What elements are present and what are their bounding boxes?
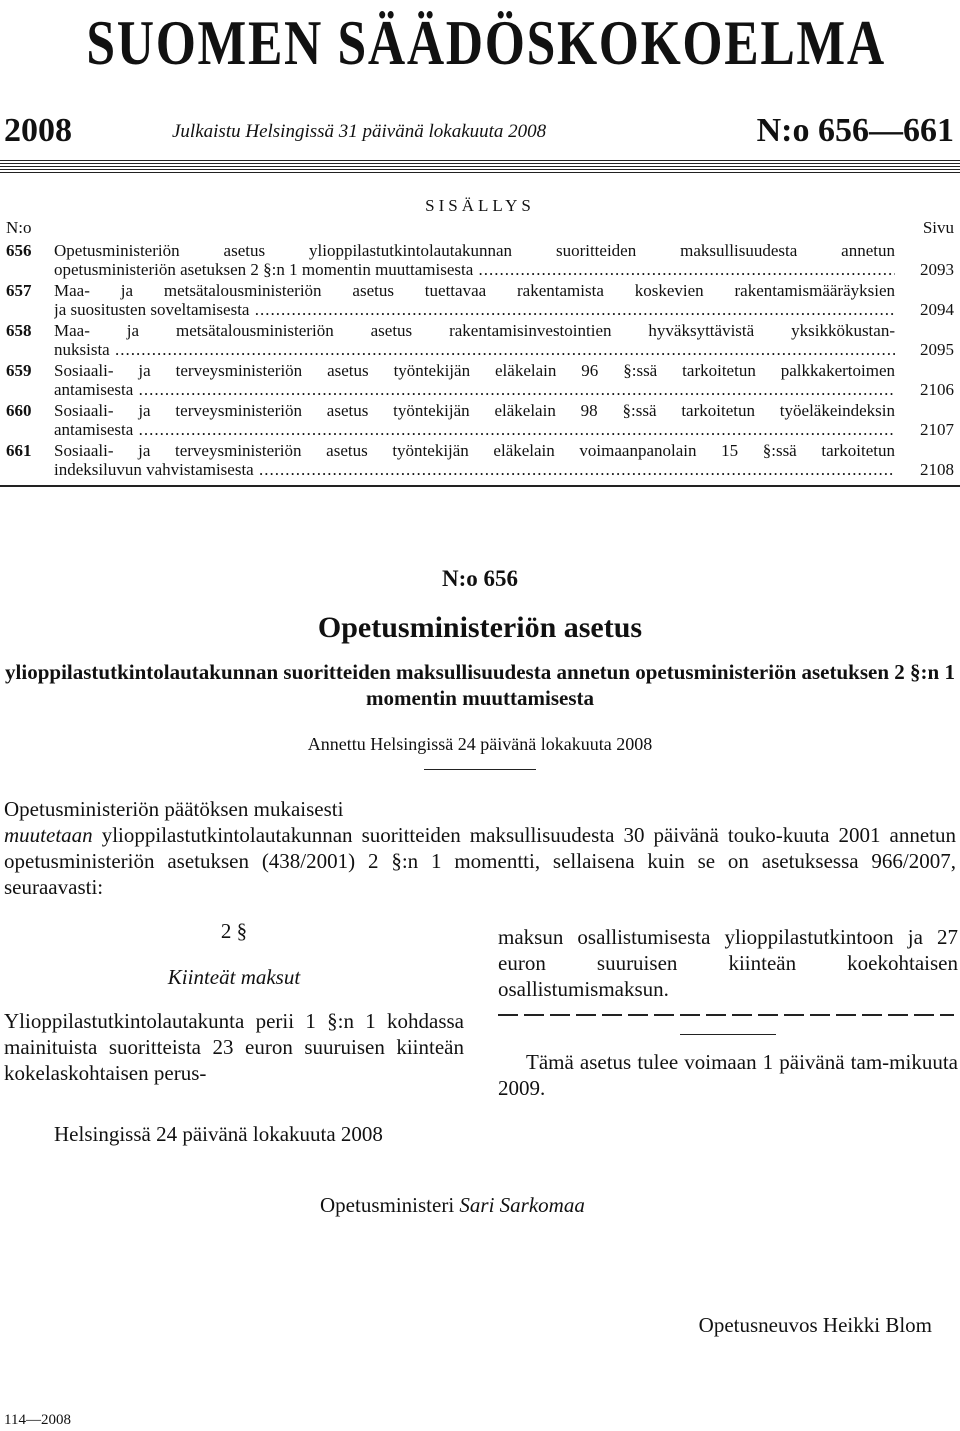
publication-year: 2008 (4, 112, 72, 149)
signing-place-date: Helsingissä 24 päivänä lokakuuta 2008 (54, 1122, 383, 1146)
minister-signature (320, 1192, 585, 1218)
toc-entry-page: 2107 (920, 420, 954, 439)
toc-entry-title: Sosiaali- ja terveysministeriön asetus työntekijän eläkelain voimaanpanolain 15 §:ssä tarkoitetun (54, 441, 895, 460)
header-rule (0, 160, 960, 178)
toc-entry-number: 656 (6, 241, 32, 260)
toc-entry-title-cont: indeksiluvun vahvistamisesta ..... (54, 460, 895, 479)
page-code: 114—2008 (4, 1412, 71, 1428)
section-heading: Kiinteät maksut (167, 965, 301, 989)
section-text: Ylioppilastutkintolautakunta perii 1 §:n 1 kohdassa mainituista suoritteista 23 euron suuruisen kiinteän kokelaskohtaisen perus- (4, 1009, 464, 1085)
table-of-contents (0, 241, 960, 481)
decree-title: Opetusministeriön asetus (317, 611, 643, 644)
masthead-title: SUOMEN SÄÄDÖSKOKOELMA (86, 8, 886, 78)
toc-entry-title: Sosiaali- ja terveysministeriön asetus työntekijän eläkelain 98 §:ssä tarkoitetun työeläkeindeksin (54, 401, 895, 420)
section-divider (680, 1034, 776, 1035)
toc-entry-number: 660 (6, 401, 32, 420)
toc-entry-title-cont: antamisesta ..... (54, 380, 895, 399)
minister-title: Opetusministeri (320, 1193, 455, 1217)
toc-entry[interactable] (0, 241, 960, 281)
toc-number-header: N:o (6, 218, 32, 237)
preamble-intro: Opetusministeriön päätöksen mukaisesti (4, 797, 344, 821)
toc-title: SISÄLLYS (425, 196, 535, 215)
toc-entry-page: 2094 (920, 300, 954, 319)
toc-entry[interactable] (0, 441, 960, 481)
toc-entry-page: 2095 (920, 340, 954, 359)
publication-date: Julkaistu Helsingissä 31 päivänä lokakuuta 2008 (172, 121, 547, 142)
toc-entry-number: 661 (6, 441, 32, 460)
toc-entry-title-cont: nuksista ..... (54, 340, 895, 359)
toc-entry-title-cont: opetusministeriön asetuksen 2 §:n 1 momentin muuttamisesta ..... (54, 260, 895, 279)
toc-entry[interactable] (0, 281, 960, 321)
entry-into-force: Tämä asetus tulee voimaan 1 päivänä tam-mikuuta 2009. (498, 1050, 958, 1100)
section-number: 2 § (220, 919, 248, 943)
toc-entry-number: 659 (6, 361, 32, 380)
left-column (4, 918, 464, 1086)
toc-entry-number: 657 (6, 281, 32, 300)
preamble-amendment (4, 822, 956, 900)
toc-entry-page: 2106 (920, 380, 954, 399)
toc-entry-number: 658 (6, 321, 32, 340)
decree-subtitle: ylioppilastutkintolautakunnan suoritteiden maksullisuudesta annetun opetusministeriön asetuksen 2 §:n 1 momentin muuttamisesta (5, 660, 955, 710)
decree-given-date: Annettu Helsingissä 24 päivänä lokakuuta 2008 (307, 734, 653, 754)
issue-numbers: N:o 656—661 (756, 112, 954, 149)
toc-entry[interactable] (0, 401, 960, 441)
toc-entry-title-cont: ja suositusten soveltamisesta ..... (54, 300, 895, 319)
counsel-signature: Opetusneuvos Heikki Blom (698, 1313, 932, 1337)
toc-entry-title-cont: antamisesta ..... (54, 420, 895, 439)
amend-keyword: muutetaan (4, 823, 93, 847)
toc-entry-title: Maa- ja metsätalousministeriön asetus rakentamisinvestointien hyväksyttävistä yksikkökustan- (54, 321, 895, 340)
toc-entry-title: Opetusministeriön asetus ylioppilastutkintolautakunnan suoritteiden maksullisuudesta annetun (54, 241, 895, 260)
omission-dashes (498, 1014, 954, 1016)
title-divider (424, 769, 536, 770)
minister-name: Sari Sarkomaa (459, 1193, 585, 1217)
decree-preamble (4, 796, 956, 900)
toc-divider (0, 485, 960, 487)
toc-entry-page: 2108 (920, 460, 954, 479)
amend-text: ylioppilastutkintolautakunnan suoritteiden maksullisuudesta 30 päivänä touko-kuuta 2001 annetun opetusministeriön asetuksen (438/2001) 2 §:n 1 momentti, sellaisena kuin se on asetuksessa 966/2007, seuraavasti: (4, 823, 956, 899)
toc-entry[interactable] (0, 361, 960, 401)
toc-entry[interactable] (0, 321, 960, 361)
decree-number: N:o 656 (441, 566, 519, 591)
toc-entry-page: 2093 (920, 260, 954, 279)
toc-page-header: Sivu (922, 218, 954, 237)
toc-entry-title: Maa- ja metsätalousministeriön asetus tuettavaa rakentamista koskevien rakentamismääräyksien (54, 281, 895, 300)
right-column (498, 924, 958, 1101)
section-text-continued: maksun osallistumisesta ylioppilastutkintoon ja 27 euron suuruisen kiinteän koekohtaisen osallistumismaksun. (498, 925, 958, 1001)
toc-entry-title: Sosiaali- ja terveysministeriön asetus työntekijän eläkelain 96 §:ssä tarkoitetun palkkakertoimen (54, 361, 895, 380)
